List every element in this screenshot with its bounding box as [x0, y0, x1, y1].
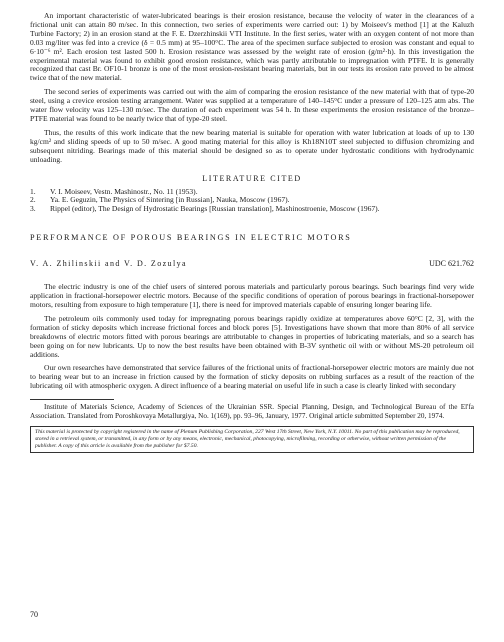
footnote: Institute of Materials Science, Academy of Sciences of the Ukrainian SSR. Special Planning, Design, and Technological Bureau of the El'fa Association. Translated from Poroshkovaya Metallurgiya, No. 1(169), pp. 93–96, January, 1977. Original article submitted September 20, 1974.	[30, 403, 474, 420]
reference-number: 1.	[30, 186, 36, 196]
reference-text: Rippel (editor), The Design of Hydrostatic Bearings [Russian translation], Mashinostroenie, Moscow (1967).	[50, 204, 380, 214]
paragraph-second-series: The second series of experiments was carried out with the aim of comparing the erosion resistance of the new material with that of type-20 steel, using a crevice erosion testing arrangement. Water was supplied at a temperature of 140–145°C under a pressure of 120–125 atm abs. The water flow velocity was 125–130 m/sec. The duration of each experiment was 54 h. In these experiments the erosion resistance of the bronze–PTFE material was found to be nearly twice that of type-20 steel.	[30, 87, 474, 123]
copyright-notice: This material is protected by copyright registered in the name of Plenum Publishing Corporation, 227 West 17th Street, New York, N.Y. 10011. No part of this publication may be reproduced, stored in a retrieval system, or transmitted, in any form or by any means, electronic, mechanical, photocopying, microfilming, recording or otherwise, without written permission of the publisher. A copy of this article is available from the publisher for $7.50.	[30, 426, 474, 453]
page-number: 70	[30, 610, 38, 619]
reference-item	[30, 205, 474, 214]
article-authors: V. A. Zhilinskii and V. D. Zozulya	[30, 259, 187, 269]
paragraph-petroleum-oils: The petroleum oils commonly used today for impregnating porous bearings rapidly oxidize at temperatures above 60°C [2, 3], with the formation of sticky deposits which increase frictional forces and block pores [5]. Investigations have shown that more than 80% of all service breakdowns of electric motors fitted with porous bearings are attributable to changes in properties of lubricating materials, and so a search has been going on for new lubricants. Up to now the best results have been obtained with B-3V synthetic oil with or without MS-20 petroleum oil additions.	[30, 313, 474, 359]
reference-text: V. I. Moiseev, Vestn. Mashinostr., No. 11 (1953).	[50, 186, 198, 196]
paragraph-introduction: The electric industry is one of the chief users of sintered porous materials and particularly porous bearings. Such bearings find very wide application in fractional-horsepower electric motors. Because of the specific conditions of operation of porous bearings in fractional-horsepower motors, resulting from exposure to high temperature [1], there is need for improved materials capable of ensuring longer bearing life.	[30, 282, 474, 310]
paragraph-own-research: Our own researches have demonstrated that service failures of the frictional units of fractional-horsepower electric motors are mainly due not to bearing wear but to an increase in friction caused by the formation of sticky deposits on rubbing surfaces as a result of the reaction of the lubricating oil with atmospheric oxygen. A direct influence of a bearing material on useful life in such a case is clearly linked with secondary	[30, 363, 474, 391]
footnote-divider	[30, 399, 114, 400]
byline	[30, 259, 474, 268]
article-title: PERFORMANCE OF POROUS BEARINGS IN ELECTRIC MOTORS	[30, 233, 352, 243]
reference-number: 3.	[30, 204, 36, 214]
reference-list	[30, 188, 474, 215]
udc-code: UDC 621.762	[429, 259, 474, 269]
paragraph-conclusions: Thus, the results of this work indicate that the new bearing material is suitable for operation with water lubrication at loads of up to 130 kg/cm² and sliding speeds of up to 50 m/sec. A good mating material for this alloy is Kh18N10T steel subjected to diffusion chromizing and subsequent nitriding. Bearings made of this material should be designed so as to operate under hydrostatic conditions with hydrodynamic unloading.	[30, 127, 474, 164]
reference-text: Ya. E. Geguzin, The Physics of Sintering [in Russian], Nauka, Moscow (1967).	[50, 195, 290, 205]
paragraph-erosion-resistance: An important characteristic of water-lubricated bearings is their erosion resistance, because the velocity of water in the clearances of a frictional unit can attain 80 m/sec. In this connection, two series of experiments were carried out: 1) by Moiseev's method [1] at the Kaluzh Turbine Factory; 2) in an erosion stand at the F. E. Dzerzhinskii VTI Institute. In the first series, water with an oxygen content of not more than 0.03 mg/liter was fed into a crevice (δ = 0.5 mm) at 95–100°C. The area of the specimen surface subjected to erosion was constant and equal to 6·10⁻⁶ m². Each erosion test lasted 500 h. Erosion resistance was assessed by the weight rate of erosion (g/m²·h). In this investigation the experimental material was found to exhibit good erosion resistance, which was partly attributable to impregnation with PTFE. It is generally recognized that cast Br. OF10-1 bronze is one of the most erosion-resistant bearing materials, but in our tests its erosion rate proved to be almost twice that of the new material.	[30, 11, 474, 83]
literature-heading: LITERATURE CITED	[202, 173, 302, 183]
reference-number: 2.	[30, 195, 36, 205]
